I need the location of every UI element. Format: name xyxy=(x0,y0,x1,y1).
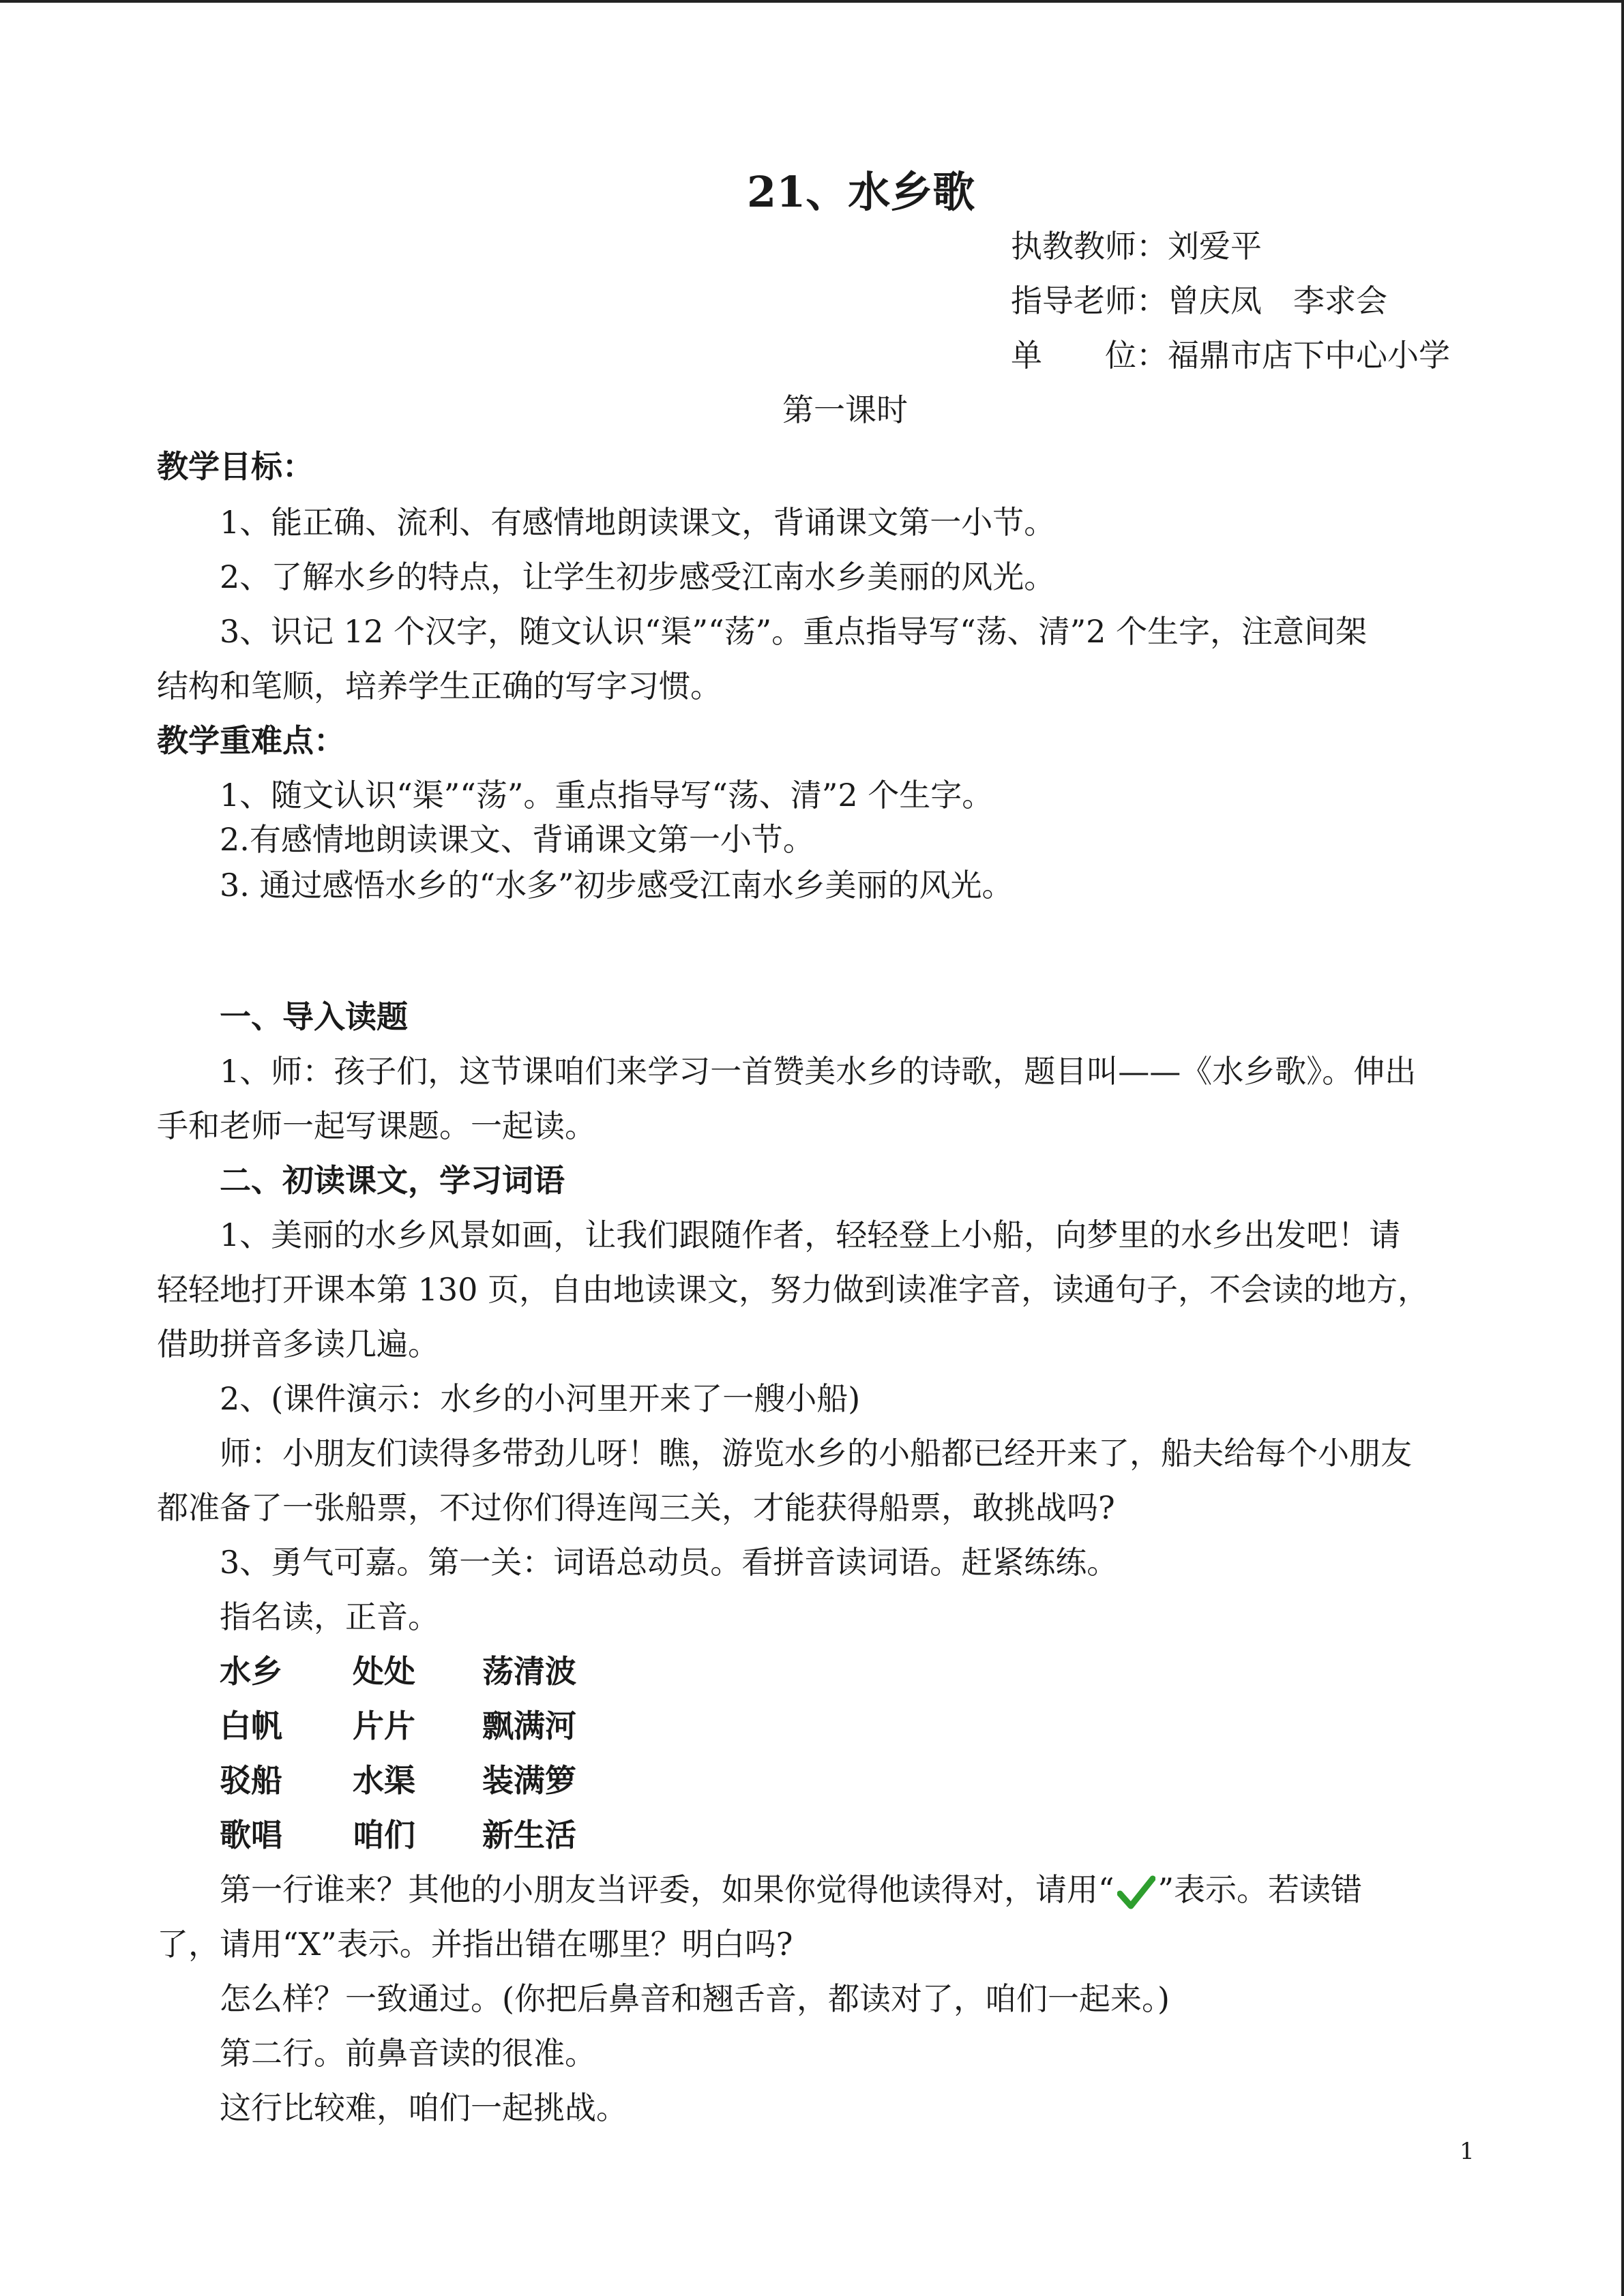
vocab-word: 歌唱 xyxy=(220,1817,282,1853)
document-title: 21、水乡歌 xyxy=(747,167,975,217)
tail-line: 怎么样？一致通过。(你把后鼻音和翘舌音，都读对了，咱们一起来。) xyxy=(220,1980,1170,2017)
section2-line: 2、(课件演示：水乡的小河里开来了一艘小船) xyxy=(220,1380,861,1417)
section2-line: 都准备了一张船票，不过你们得连闯三关，才能获得船票，敢挑战吗? xyxy=(157,1489,1115,1526)
keypoint-item: 2.有感情地朗读课文、背诵课文第一小节。 xyxy=(220,821,814,858)
vocab-word: 荡清波 xyxy=(482,1653,576,1690)
vocab-word: 驳船 xyxy=(220,1762,282,1799)
vocab-word: 处处 xyxy=(353,1653,415,1690)
section2-line: 1、美丽的水乡风景如画，让我们跟随作者，轻轻登上小船，向梦里的水乡出发吧！请 xyxy=(220,1217,1401,1253)
judge-line xyxy=(220,1865,1362,1910)
mentor-line: 指导老师：曾庆凤 李求会 xyxy=(1011,282,1387,319)
section2-line: 指名读，正音。 xyxy=(220,1598,439,1635)
judge-text-after: ”表示。若读错 xyxy=(1157,1871,1363,1908)
vocab-word: 水渠 xyxy=(353,1762,415,1799)
goal-item: 3、识记 12 个汉字，随文认识“渠”“荡”。重点指导写“荡、清”2 个生字，注意间架 xyxy=(220,613,1368,650)
page-number: 1 xyxy=(1460,2138,1475,2165)
lesson-label: 第一课时 xyxy=(782,391,908,428)
vocab-word: 片片 xyxy=(353,1708,415,1744)
goal-item: 2、了解水乡的特点，让学生初步感受江南水乡美丽的风光。 xyxy=(220,558,1056,595)
judge-text-before: 第一行谁来？其他的小朋友当评委，如果你觉得他读得对，请用“ xyxy=(220,1871,1114,1908)
vocab-word: 水乡 xyxy=(220,1653,282,1690)
section1-line: 1、师：孩子们，这节课咱们来学习一首赞美水乡的诗歌，题目叫——《水乡歌》。伸出 xyxy=(220,1053,1417,1090)
keypoint-item: 3. 通过感悟水乡的“水多”初步感受江南水乡美丽的风光。 xyxy=(220,867,1014,904)
vocab-word: 装满箩 xyxy=(482,1762,576,1799)
keypoint-item: 1、随文认识“渠”“荡”。重点指导写“荡、清”2 个生字。 xyxy=(220,777,994,814)
goal-item: 1、能正确、流利、有感情地朗读课文，背诵课文第一小节。 xyxy=(220,504,1056,541)
judge-line-continued: 了，请用“X”表示。并指出错在哪里？明白吗? xyxy=(157,1926,793,1963)
vocab-word: 白帆 xyxy=(220,1708,282,1744)
tail-line: 这行比较难，咱们一起挑战。 xyxy=(220,2089,628,2126)
goals-heading: 教学目标： xyxy=(157,448,314,485)
unit-line: 单 位：福鼎市店下中心小学 xyxy=(1011,337,1450,374)
vocab-word: 飘满河 xyxy=(482,1708,576,1744)
keypoints-heading: 教学重难点： xyxy=(157,722,345,759)
section2-line: 轻轻地打开课本第 130 页，自由地读课文，努力做到读准字音，读通句子，不会读的地方， xyxy=(157,1271,1430,1308)
section2-line: 师：小朋友们读得多带劲儿呀！瞧，游览水乡的小船都已经开来了，船夫给每个小朋友 xyxy=(220,1435,1412,1472)
tail-line: 第二行。前鼻音读的很准。 xyxy=(220,2035,596,2072)
goal-item-continued: 结构和笔顺，培养学生正确的写字习惯。 xyxy=(157,668,722,704)
checkmark-icon xyxy=(1117,1875,1155,1910)
vocab-word: 咱们 xyxy=(353,1817,415,1853)
page-border-right xyxy=(1621,0,1624,2296)
page-border-top xyxy=(0,0,1624,3)
section2-line: 3、勇气可嘉。第一关：词语总动员。看拼音读词语。赶紧练练。 xyxy=(220,1544,1119,1581)
teacher-line: 执教教师：刘爱平 xyxy=(1011,228,1262,265)
section2-heading: 二、初读课文，学习词语 xyxy=(220,1162,565,1199)
section1-line: 手和老师一起写课题。一起读。 xyxy=(157,1107,596,1144)
vocab-word: 新生活 xyxy=(482,1817,576,1853)
section2-line: 借助拼音多读几遍。 xyxy=(157,1326,439,1362)
section1-heading: 一、导入读题 xyxy=(220,998,408,1035)
